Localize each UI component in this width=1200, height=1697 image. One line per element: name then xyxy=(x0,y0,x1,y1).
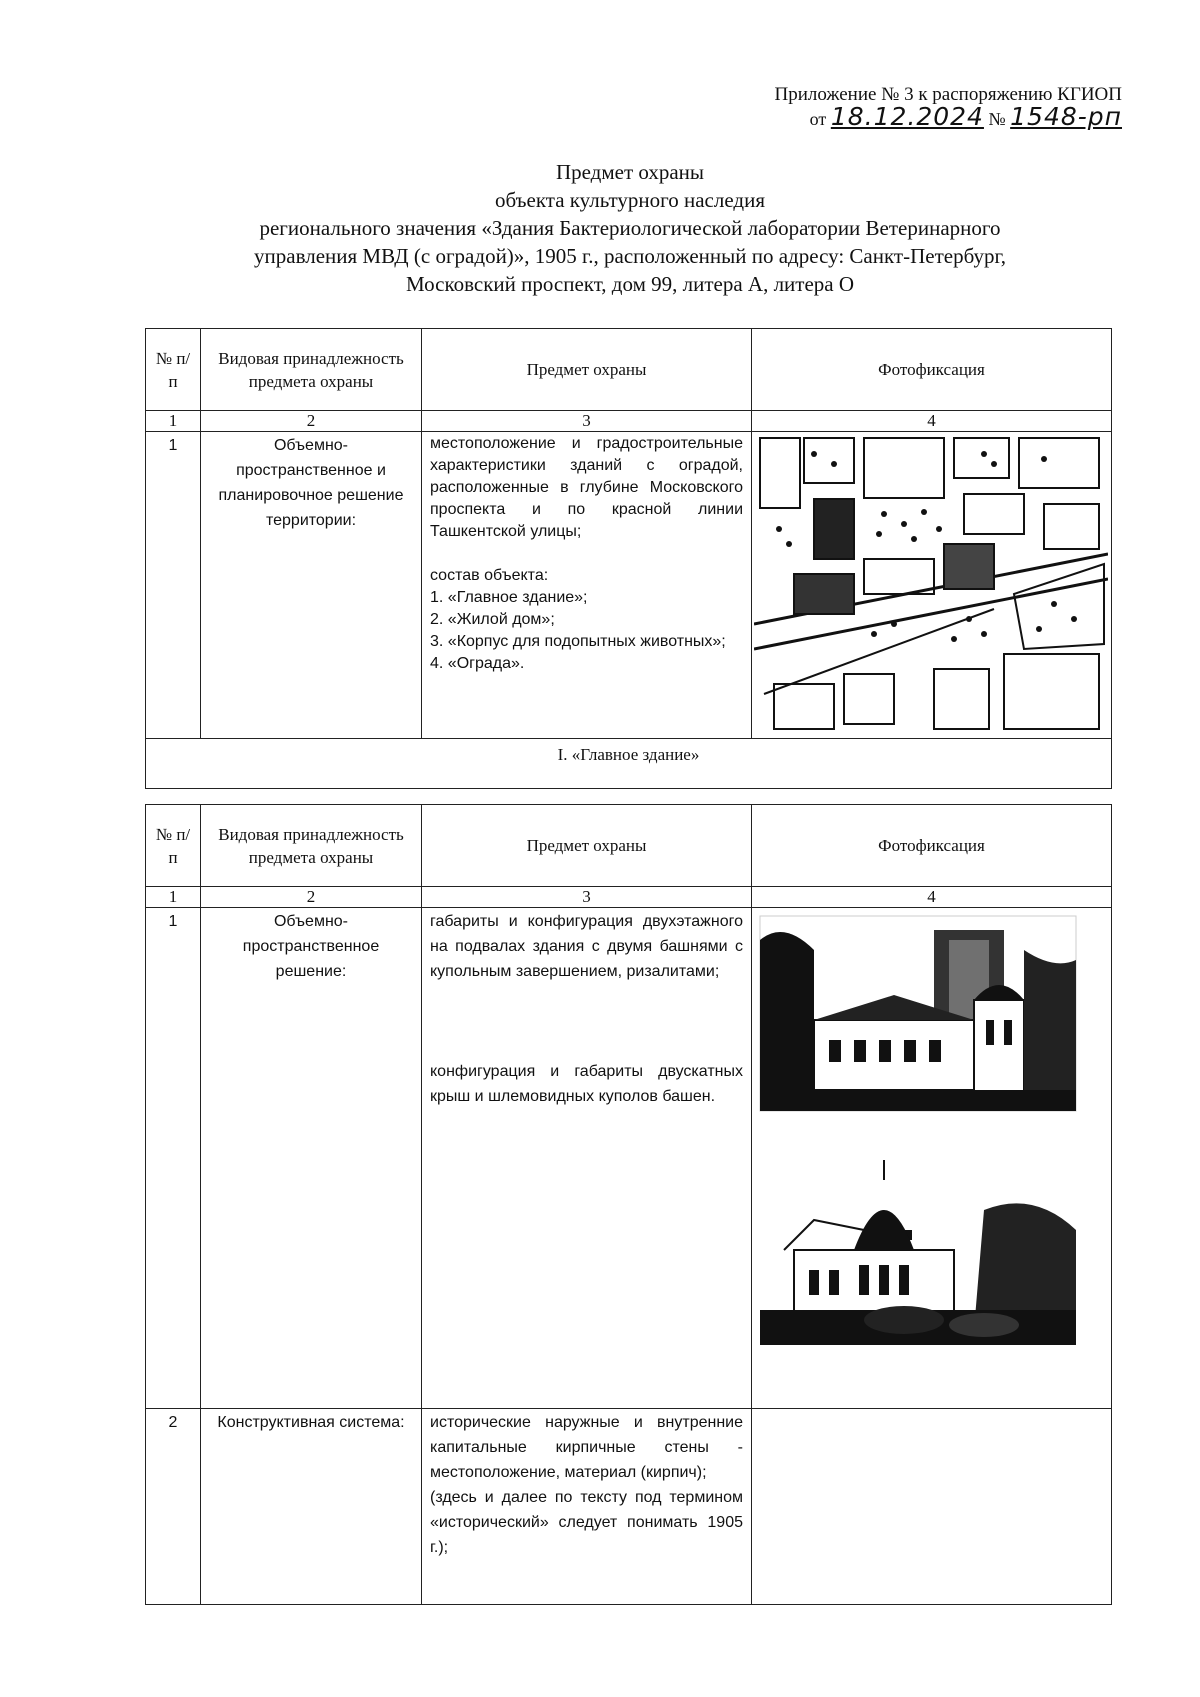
table-row: 2 Конструктивная система: исторические наружные и внутренние капитальные кирпичные стены - местоположение, материал (кирпич); (здесь и далее по тексту под термином «исторический» следует понимать 1905 г.); xyxy=(146,1409,1112,1605)
header-subject: Предмет охраны xyxy=(422,329,752,411)
building-photo-2 xyxy=(760,1150,1076,1345)
section-title: I. «Главное здание» xyxy=(146,739,1112,789)
header-photo: Фотофиксация xyxy=(752,805,1112,887)
order-date: 18.12.2024 xyxy=(830,102,984,131)
order-number: 1548-рп xyxy=(1010,102,1122,131)
appendix-line: Приложение № 3 к распоряжению КГИОП xyxy=(774,84,1122,105)
appendix-header xyxy=(522,84,1122,130)
building-photo-set xyxy=(754,910,1108,1406)
document-title: Предмет охраны объекта культурного наследия регионального значения «Здания Бактериологической лаборатории Ветеринарного управления МВД (с оградой)», 1905 г., расположенный по адресу: Санкт-Петербург, Московский проспект, дом 99, литера А, литера О xyxy=(254,160,1006,296)
header-type: Видовая принадлежность предмета охраны xyxy=(201,329,422,411)
building-photo-1 xyxy=(760,916,1076,1111)
section-row xyxy=(146,739,1112,789)
table-territory xyxy=(145,328,1112,789)
table-header-row xyxy=(146,805,1112,887)
table-row: 1 Объемно-пространственное решение: габариты и конфигурация двухэтажного на подвалах здания с двумя башнями с купольным завершением, ризалитами; конфигурация и габариты двускатных крыш и шлемовидных куполов башен. xyxy=(146,908,1112,1409)
table-row: 1 Объемно-пространственное и планировочное решение территории: местоположение и градостроительные характеристики зданий с оградой, расположенные в глубине Московского проспекта и по красной линии Ташкентской улицы; состав объекта: 1. «Главное здание»; 2. «Жилой дом»; 3. «Корпус для подопытных животных»; 4. «Ограда». xyxy=(146,432,1112,739)
site-map-photo xyxy=(752,432,1112,739)
table-header-row xyxy=(146,329,1112,411)
site-plan-map xyxy=(754,434,1108,736)
header-subject: Предмет охраны xyxy=(422,805,752,887)
header-type: Видовая принадлежность предмета охраны xyxy=(201,805,422,887)
header-number: № п/п xyxy=(146,329,201,411)
column-numbers-row: 1 2 3 4 xyxy=(146,411,1112,432)
column-numbers-row: 1 2 3 4 xyxy=(146,887,1112,908)
header-photo: Фотофиксация xyxy=(752,329,1112,411)
building-photos xyxy=(752,908,1112,1409)
header-number: № п/п xyxy=(146,805,201,887)
order-date-number: от 18.12.2024 № 1548-рп xyxy=(809,102,1122,131)
table-main-building xyxy=(145,804,1112,1605)
